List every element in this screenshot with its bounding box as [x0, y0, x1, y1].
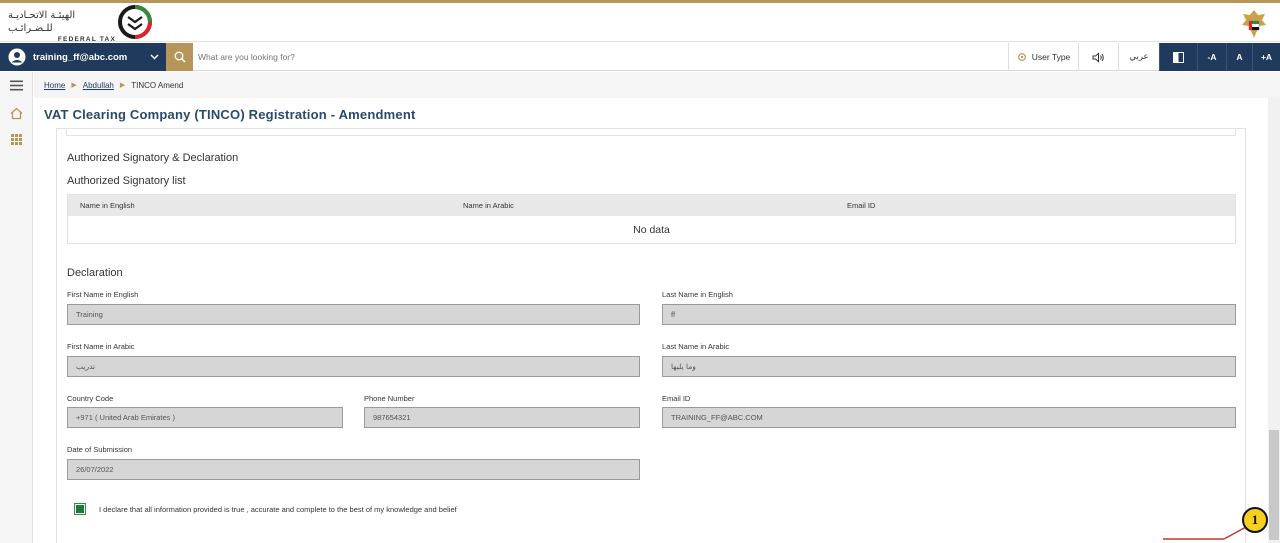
first-name-ar-field[interactable]: تدريب [67, 356, 640, 377]
breadcrumb-arrow-icon: ▶ [71, 82, 77, 89]
first-name-ar-label: First Name in Arabic [67, 342, 135, 351]
email-field[interactable]: TRAINING_FF@ABC.COM [662, 407, 1236, 428]
column-header[interactable]: Email ID [847, 201, 876, 210]
previous-section-box [66, 128, 1236, 136]
user-email: training_ff@abc.com [33, 51, 128, 63]
contrast-icon [1173, 52, 1184, 63]
org-name-arabic: الهيئـة الاتحـاديـة للـضـرائـب [8, 10, 76, 34]
phone-number-field[interactable]: 987654321 [364, 407, 640, 428]
submission-date-field[interactable]: 26/07/2022 [67, 459, 640, 480]
breadcrumb-current: TINCO Amend [131, 80, 184, 90]
gear-icon [1017, 52, 1027, 62]
email-label: Email ID [662, 394, 691, 403]
phone-number-label: Phone Number [364, 394, 415, 403]
search-icon [174, 51, 186, 63]
country-code-field[interactable]: +971 ( United Arab Emirates ) [67, 407, 343, 428]
speaker-icon [1092, 52, 1105, 63]
contrast-toggle[interactable] [1159, 43, 1197, 71]
first-name-en-field[interactable]: Training [67, 304, 640, 325]
page-scrollbar-thumb[interactable] [1269, 430, 1279, 540]
breadcrumb-abdullah[interactable]: Abdullah [82, 80, 114, 90]
navbar-right-tools [1008, 43, 1280, 71]
last-name-ar-field[interactable]: وما يليها [662, 356, 1236, 377]
fta-logo-icon[interactable] [118, 5, 152, 44]
font-reset-button[interactable]: A [1226, 43, 1252, 71]
signatory-list-title: Authorized Signatory list [67, 175, 186, 187]
country-code-label: Country Code [67, 394, 114, 403]
submission-date-label: Date of Submission [67, 445, 133, 454]
signatory-section-title: Authorized Signatory & Declaration [67, 152, 239, 164]
column-header[interactable]: Name in English [80, 201, 135, 210]
breadcrumb [34, 72, 1280, 98]
font-decrease-button[interactable]: -A [1197, 43, 1226, 71]
language-toggle[interactable]: عربي [1118, 43, 1159, 71]
declaration-title: Declaration [67, 267, 123, 279]
apps-grid-icon[interactable] [9, 132, 24, 147]
breadcrumb-home[interactable]: Home [44, 80, 66, 90]
page-title: VAT Clearing Company (TINCO) Registration - Amendment [44, 107, 416, 122]
last-name-en-label: Last Name in English [662, 290, 733, 299]
user-menu[interactable] [0, 43, 166, 71]
header [0, 3, 1280, 42]
user-avatar-icon [8, 48, 26, 66]
first-name-en-label: First Name in English [67, 290, 139, 299]
left-sidebar [0, 72, 33, 543]
menu-icon[interactable] [9, 78, 24, 93]
org-name-english: FEDERAL TAX [57, 36, 116, 43]
table-header-row [68, 195, 1235, 216]
search-button[interactable] [166, 43, 193, 71]
declaration-checkbox[interactable] [74, 503, 86, 515]
user-type-label: User Type [1031, 52, 1071, 62]
empty-table-message: No data [633, 224, 670, 236]
search-input[interactable] [198, 47, 898, 67]
audio-button[interactable] [1078, 43, 1118, 71]
home-icon[interactable] [9, 106, 24, 121]
checkbox-checked-mark [76, 505, 84, 513]
last-name-en-field[interactable]: ff [662, 304, 1236, 325]
breadcrumb-arrow-icon: ▶ [119, 82, 126, 89]
font-increase-button[interactable]: +A [1252, 43, 1280, 71]
declaration-checkbox-label: I declare that all information provided is true , accurate and complete to the best of my knowledge and belief [99, 505, 457, 514]
last-name-ar-label: Last Name in Arabic [662, 342, 730, 351]
user-type-button[interactable] [1008, 43, 1078, 71]
chevron-down-icon[interactable] [146, 52, 162, 63]
form-panel [56, 128, 1246, 543]
callout-number-badge: 1 [1242, 507, 1268, 533]
signatory-table [67, 194, 1236, 244]
column-header[interactable]: Name in Arabic [463, 201, 514, 210]
top-navbar [0, 43, 1280, 71]
uae-emblem-icon [1237, 7, 1271, 46]
